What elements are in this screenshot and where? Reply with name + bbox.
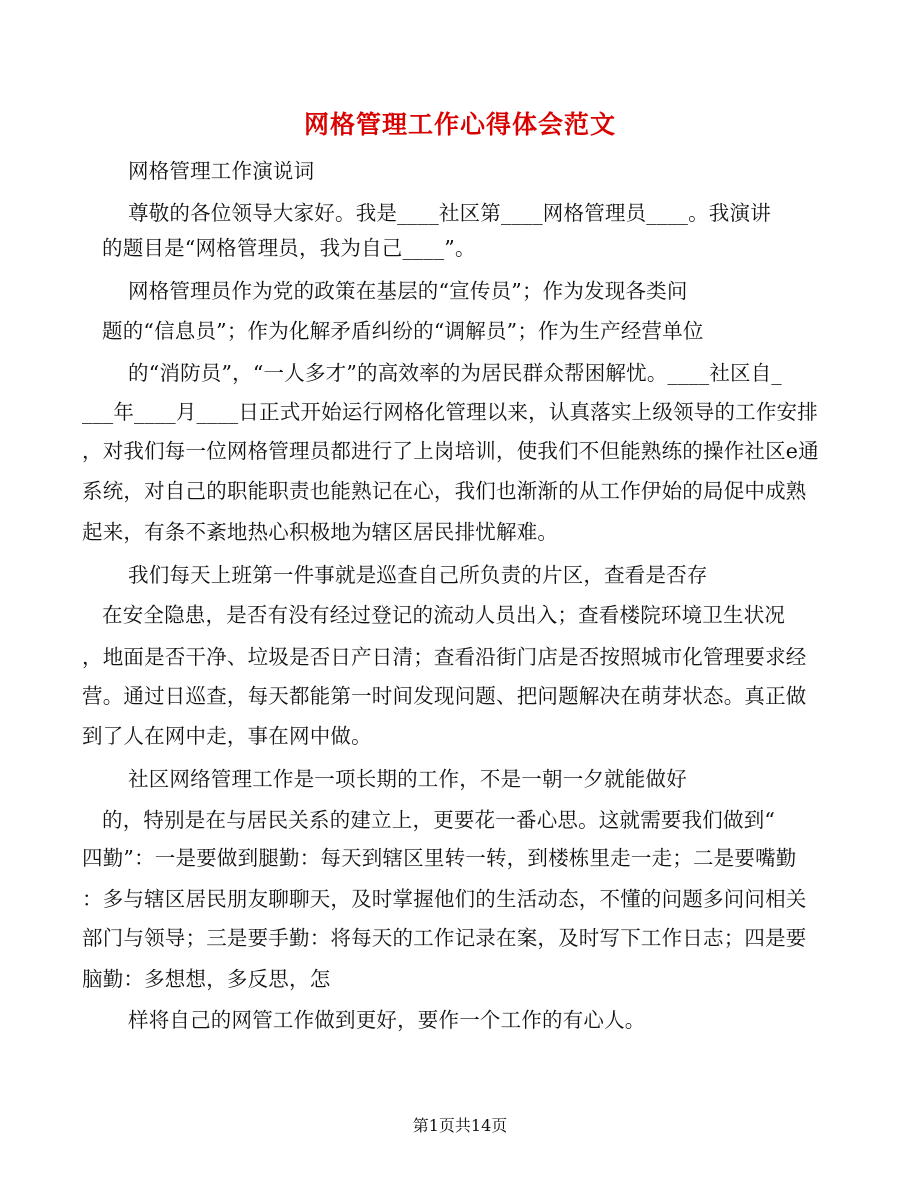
text-line: 的“消防员”，“一人多才”的高效率的为居民群众帮困解忧。____社区自_ — [128, 361, 782, 385]
text-line: 到了人在网中走，事在网中做。 — [82, 724, 372, 748]
text-line: 系统，对自己的职能职责也能熟记在心，我们也渐渐的从工作伊始的局促中成熟 — [82, 479, 807, 503]
text-line: 尊敬的各位领导大家好。我是____社区第____网格管理员____。我演讲 — [128, 201, 771, 225]
text-line: 的，特别是在与居民关系的建立上，更要花一番心思。这就需要我们做到“ — [102, 808, 776, 832]
text-line: 四勤”：一是要做到腿勤：每天到辖区里转一转，到楼栋里走一走；二是要嘴勤 — [82, 846, 797, 870]
page-indicator: 第1页共14页 — [412, 1116, 508, 1135]
text-line: 样将自己的网管工作做到更好，要作一个工作的有心人。 — [128, 1008, 646, 1032]
text-line: 在安全隐患，是否有没有经过登记的流动人员出入；查看楼院环境卫生状况 — [102, 603, 786, 627]
text-line: ，对我们每一位网格管理员都进行了上岗培训，使我们不但能熟练的操作社区e通 — [82, 439, 819, 463]
text-line: 网格管理员作为党的政策在基层的“宣传员”；作为发现各类问 — [128, 279, 688, 303]
text-line: 我们每天上班第一件事就是巡查自己所负责的片区，查看是否存 — [128, 563, 708, 587]
text-line: 网格管理工作演说词 — [128, 159, 315, 183]
text-line: 营。通过日巡查，每天都能第一时间发现问题、把问题解决在萌芽状态。真正做 — [82, 684, 807, 708]
text-line: 部门与领导；三是要手勤：将每天的工作记录在案，及时写下工作日志；四是要 — [82, 926, 807, 950]
text-line: 社区网络管理工作是一项长期的工作，不是一朝一夕就能做好 — [128, 767, 687, 791]
text-line: 脑勤：多想想，多反思，怎 — [82, 967, 331, 991]
text-line: 起来，有条不紊地热心积极地为辖区居民排忧解难。 — [82, 520, 559, 544]
text-line: ，地面是否干净、垃圾是否日产日清；查看沿街门店是否按照城市化管理要求经 — [82, 645, 807, 669]
text-line: ___年____月____日正式开始运行网格化管理以来，认真落实上级领导的工作安排 — [82, 400, 818, 424]
text-line: 的题目是“网格管理员，我为自己____”。 — [102, 236, 476, 260]
text-line: ：多与辖区居民朋友聊聊天，及时掌握他们的生活动态，不懂的问题多问问相关 — [82, 887, 807, 911]
document-title: 网格管理工作心得体会范文 — [303, 110, 616, 139]
text-line: 题的“信息员”；作为化解矛盾纠纷的“调解员”；作为生产经营单位 — [102, 319, 704, 343]
